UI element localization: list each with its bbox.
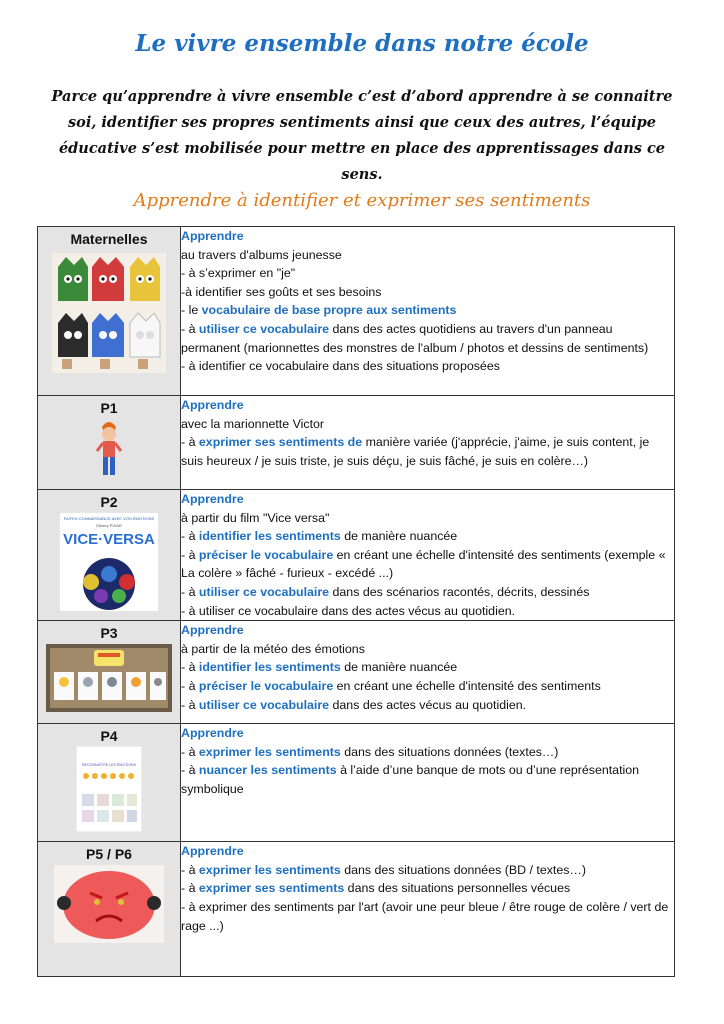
row-heading: Apprendre [181, 623, 244, 638]
poster-title: RECONNAÎTRE LES ÉMOTIONS [81, 763, 137, 768]
keyword: exprimer ses sentiments [198, 881, 345, 896]
row-heading: Apprendre [181, 398, 244, 412]
keyword: préciser le vocabulaire [198, 678, 334, 693]
content-cell [181, 227, 675, 396]
text-line [181, 527, 674, 546]
text-line [181, 320, 674, 357]
text-fragment: - à [181, 862, 199, 877]
text-fragment: - à [181, 881, 199, 896]
row-heading: Apprendre [181, 492, 244, 506]
section-subtitle: Apprendre à identifier et exprimer ses sentiments [133, 190, 591, 211]
row-heading: Apprendre [181, 726, 244, 741]
table-row [38, 842, 675, 977]
text-fragment: dans des situations données (textes…) [340, 744, 559, 759]
poster-brand: Disney·PIXAR [96, 523, 122, 528]
page-title: Le vivre ensemble dans notre école [135, 30, 589, 57]
text-fragment: - à [181, 321, 199, 336]
table-row [38, 621, 675, 724]
keyword: identifier les sentiments [198, 660, 341, 675]
victor-puppet-image [94, 419, 124, 479]
content-cell [181, 621, 675, 724]
emotion-weather-image [46, 644, 172, 712]
content-cell [181, 396, 675, 490]
text-fragment: - à [181, 529, 199, 544]
content-cell [181, 842, 675, 977]
text-line: -à identifier ses goûts et ses besoins [181, 284, 382, 299]
level-label: Maternelles [70, 231, 148, 247]
text-line [181, 301, 674, 320]
level-cell [38, 227, 181, 396]
poster-tagline: FAITES CONNAISSANCE AVEC VOS ÉMOTIONS [63, 516, 155, 521]
text-fragment: dans des actes quotidiens au travers d'un panneau permanent (marionnettes des monstres de l'album / photos et dessins de sentiments) [181, 321, 649, 355]
keyword: nuancer les sentiments [198, 763, 337, 778]
text-line [181, 433, 674, 470]
text-fragment: - à [181, 660, 199, 675]
level-label: P3 [100, 625, 118, 642]
text-line [181, 861, 674, 880]
table-row [38, 396, 675, 490]
vice-versa-poster-image [59, 512, 159, 612]
text-line [181, 743, 674, 762]
text-fragment: - à [181, 678, 199, 693]
text-fragment: dans des situations personnelles vécues [344, 881, 571, 896]
angry-face-artwork-image [54, 865, 164, 943]
row-heading: Apprendre [181, 229, 244, 243]
text-line [181, 677, 674, 696]
text-line [181, 879, 674, 898]
text-line: à partir de la météo des émotions [181, 641, 365, 656]
level-cell [38, 490, 181, 621]
text-fragment: manière variée (j'apprécie, j'aime, je suis content, je suis heureux / je suis triste, je suis déçu, je suis fâché, je suis en colère…) [181, 435, 650, 468]
text-line: - à utiliser ce vocabulaire dans des actes vécus au quotidien. [181, 603, 516, 618]
text-fragment: en créant une échelle d'intensité des sentiments [333, 678, 601, 693]
text-fragment: de manière nuancée [340, 660, 458, 675]
level-label: P4 [100, 728, 118, 745]
keyword: vocabulaire de base propre aux sentiments [201, 303, 457, 318]
keyword: exprimer ses sentiments de [198, 435, 363, 450]
text-line: - à identifier ce vocabulaire dans des situations proposées [181, 359, 500, 374]
table-row [38, 490, 675, 621]
keyword: exprimer les sentiments [198, 862, 341, 877]
keyword: utiliser ce vocabulaire [198, 584, 330, 599]
row-heading: Apprendre [181, 844, 244, 859]
text-fragment: - le [181, 303, 202, 318]
level-cell [38, 621, 181, 724]
text-fragment: dans des actes vécus au quotidien. [329, 697, 527, 712]
text-fragment: - à [181, 697, 199, 712]
content-cell [181, 724, 675, 842]
text-fragment: dans des situations données (BD / textes…) [340, 862, 586, 877]
learning-table [37, 226, 675, 977]
keyword: utiliser ce vocabulaire [198, 321, 330, 336]
text-fragment: - à [181, 547, 199, 562]
text-line [181, 546, 674, 583]
text-fragment: - à [181, 763, 199, 778]
monster-puppets-image [52, 253, 166, 373]
intro-paragraph: Parce qu’apprendre à vivre ensemble c’est d’abord apprendre à se connaitre soi, identifier ses propres sentiments ainsi que ceux des autres, l’équipe éducative s’est mobilisée pour mettre en place des apprentissages dans ce sens. [51, 88, 673, 183]
keyword: préciser le vocabulaire [198, 547, 334, 562]
text-fragment: de manière nuancée [340, 529, 458, 544]
keyword: exprimer les sentiments [198, 744, 341, 759]
text-fragment: - à [181, 584, 199, 599]
level-label: P5 / P6 [86, 846, 132, 863]
text-line [181, 696, 674, 715]
poster-title: VICE·VERSA [63, 531, 155, 548]
text-line: - à s’exprimer en "je" [181, 266, 296, 281]
table-row [38, 227, 675, 396]
keyword: identifier les sentiments [198, 529, 341, 544]
text-fragment: - à [181, 435, 199, 450]
text-line [181, 761, 674, 798]
level-label: P1 [100, 400, 118, 416]
level-label: P2 [100, 494, 118, 510]
keyword: utiliser ce vocabulaire [198, 697, 330, 712]
content-cell [181, 490, 675, 621]
text-line: au travers d'albums jeunesse [181, 247, 342, 262]
text-line [181, 658, 674, 677]
level-cell [38, 396, 181, 490]
text-line: à partir du film "Vice versa" [181, 510, 330, 525]
recognize-emotions-image [76, 746, 142, 832]
text-line: - à exprimer des sentiments par l'art (avoir une peur bleue / être rouge de colère / vert de rage ...) [181, 899, 669, 933]
text-fragment: dans des scénarios racontés, décrits, dessinés [329, 584, 590, 599]
text-fragment: en créant une échelle d'intensité des sentiments (exemple « La colère » fâché - furieux - excédé ...) [181, 547, 666, 581]
level-cell [38, 842, 181, 977]
text-line [181, 583, 674, 602]
text-line: avec la marionnette Victor [181, 416, 325, 431]
text-fragment: à l’aide d’une banque de mots ou d’une représentation symbolique [181, 763, 640, 796]
text-fragment: - à [181, 744, 199, 759]
table-row [38, 724, 675, 842]
level-cell [38, 724, 181, 842]
